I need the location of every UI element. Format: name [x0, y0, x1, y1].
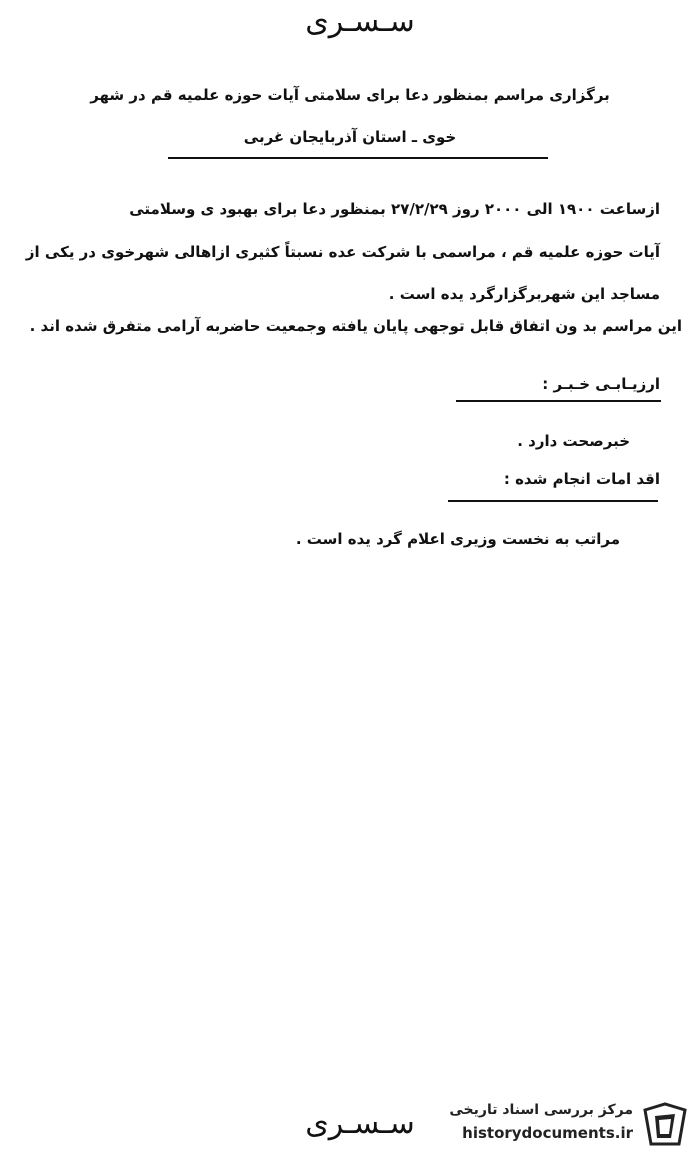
watermark-site: historydocuments.ir [462, 1124, 633, 1142]
body-line-2: آیات حوزه علمیه قم ، مراسمی با شرکت عده نسبتاً کثیری ازاهالی شهرخوی در یکی از [25, 243, 660, 261]
evaluation-heading: ارزیـابـی خـبـر : [542, 375, 660, 393]
document-title-line-1: برگزاری مراسم بمنظور دعا برای سلامتی آیات حوزه علمیه قم در شهر [90, 86, 610, 104]
evaluation-underline [456, 400, 661, 402]
document-title-line-2: خوی ـ استان آذربایجان غربی [243, 128, 457, 146]
actions-underline [448, 500, 658, 502]
title-underline [168, 157, 548, 159]
classification-bottom: سـسـری [305, 1106, 415, 1141]
watermark [400, 1098, 695, 1154]
actions-heading: اقد امات انجام شده : [503, 470, 660, 488]
actions-text: مراتب به نخست وزیری اعلام گرد یده است . [295, 530, 620, 548]
body-line-3: مساجد این شهربرگزارگرد یده است . [388, 285, 660, 303]
body-line-4: این مراسم بد ون اتفاق قابل توجهی پایان یافته وجمعیت حاضربه آرامی متفرق شده اند . [29, 317, 682, 335]
classification-top: سـسـری [305, 4, 415, 39]
evaluation-text: خبرصحت دارد . [517, 432, 630, 450]
document-center-logo-icon [639, 1100, 691, 1152]
body-line-1: ازساعت ١٩٠٠ الی ٢٠٠٠ روز ٢٧/٢/٢٩ بمنظور دعا برای بهبود ی وسلامتی [129, 200, 660, 218]
watermark-org-name: مرکز بررسی اسناد تاریخی [449, 1102, 633, 1118]
